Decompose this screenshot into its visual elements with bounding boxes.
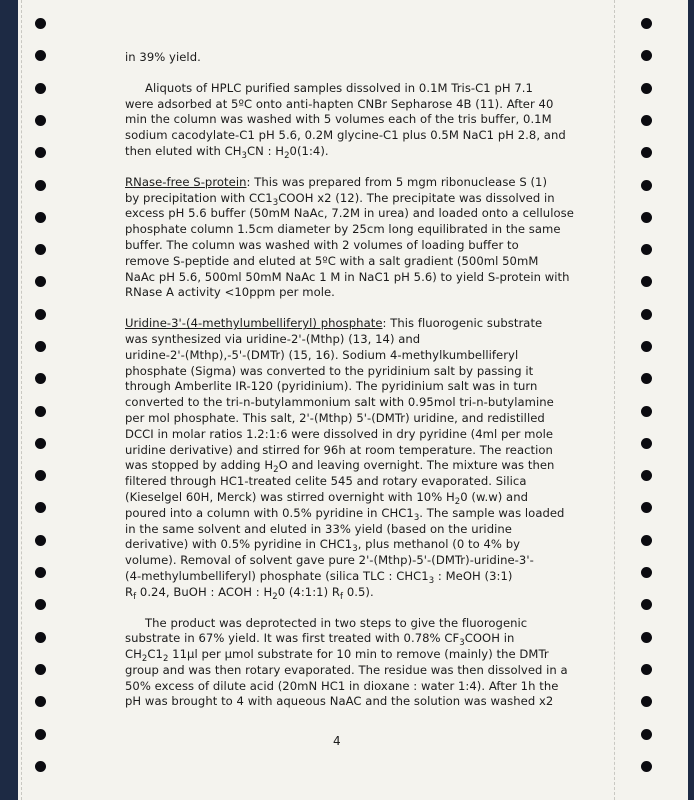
left-feed-hole [35, 115, 46, 126]
right-feed-hole [641, 83, 652, 94]
left-feed-hole [35, 309, 46, 320]
right-feed-hole [641, 696, 652, 707]
left-feed-hole [35, 761, 46, 772]
right-feed-hole [641, 309, 652, 320]
left-feed-hole [35, 83, 46, 94]
left-feed-hole [35, 341, 46, 352]
left-feed-hole [35, 438, 46, 449]
right-feed-hole [641, 212, 652, 223]
left-feed-hole [35, 632, 46, 643]
left-feed-hole [35, 470, 46, 481]
right-feed-hole [641, 664, 652, 675]
right-feed-hole [641, 406, 652, 417]
page-number: 4 [333, 734, 341, 748]
right-feed-hole [641, 50, 652, 61]
left-feed-hole [35, 729, 46, 740]
left-feed-hole [35, 244, 46, 255]
left-feed-hole [35, 18, 46, 29]
right-feed-hole [641, 276, 652, 287]
right-feed-hole [641, 761, 652, 772]
right-feed-hole [641, 502, 652, 513]
right-feed-hole [641, 341, 652, 352]
right-feed-hole [641, 438, 652, 449]
left-perforation-line [21, 0, 22, 800]
right-feed-hole [641, 18, 652, 29]
right-feed-hole [641, 535, 652, 546]
left-feed-hole [35, 664, 46, 675]
right-feed-hole [641, 599, 652, 610]
left-feed-hole [35, 373, 46, 384]
right-feed-hole [641, 180, 652, 191]
left-feed-hole [35, 599, 46, 610]
paragraph-2: Aliquots of HPLC purified samples dissolved in 0.1M Tris-C1 pH 7.1 were adsorbed at 5ºC onto anti-hapten CNBr Sepharose 4B (11). After 40 min the column was washed with 5 volumes each of the tris buffer, 0.1M sodium cacodylate-C1 pH 5.6, 0.2M glycine-C1 plus 0.5M NaC1 pH 2.8, and then eluted with $CH_3CN$ : $H_20(1:4)$. [125, 80, 566, 161]
right-feed-hole [641, 567, 652, 578]
right-feed-hole [641, 147, 652, 158]
left-feed-hole [35, 406, 46, 417]
right-feed-hole [641, 470, 652, 481]
left-feed-hole [35, 50, 46, 61]
left-feed-hole [35, 212, 46, 223]
right-feed-hole [641, 115, 652, 126]
left-feed-hole [35, 502, 46, 513]
left-feed-hole [35, 147, 46, 158]
right-feed-hole [641, 729, 652, 740]
left-feed-hole [35, 696, 46, 707]
paragraph-uridine-phosphate: Uridine-3'-(4-methylumbelliferyl) phosphate: This fluorogenic substrate was synthesized via uridine-2'-(Mthp) (13, 14) and uridine-2'-(Mthp),-5'-(DMTr) (15, 16). Sodium 4-methylkumbelliferyl phosphate (Sigma) was converted to the pyridinium salt by passing it through Amberlite IR-120 (pyridinium). The pyridinium salt was in turn converted to the tri-n-butylammonium salt with 0.95mol tri-n-butylamine per mol phosphate. This salt, 2'-(Mthp) 5'-(DMTr) uridine, and redistilled DCCI in molar ratios 1.2:1:6 were dissolved in dry pyridine (4ml per mole uridine derivative) and stirred for 96h at room temperature. The reaction was stopped by adding $H_2O$ and leaving overnight. The mixture was then filtered through HC1-treated celite 545 and rotary evaporated. Silica (Kieselgel 60H, Merck) was stirred overnight with 10% $H_20$ (w.w) and poured into a column with 0.5% pyridine in $CHC1_3$. The sample was loaded in the same solvent and eluted in 33% yield (based on the uridine derivative) with 0.5% pyridine in $CHC1_3$, plus methanol (0 to 4% by volume). Removal of solvent gave pure 2'-(Mthp)-5'-(DMTr)-uridine-3'- (4-methylumbelliferyl) phosphate (silica TLC : $CHC1_3$ : MeOH (3:1) $R_f$ 0.24, BuOH : ACOH : $H_20$ (4:1:1) $R_f$ 0.5). [125, 316, 565, 602]
body-text [125, 50, 670, 725]
paragraph-1: in 39% yield. [125, 50, 201, 64]
section-heading-rnase: RNase-free S-protein [125, 174, 247, 189]
left-feed-hole [35, 180, 46, 191]
right-feed-hole [641, 244, 652, 255]
left-feed-hole [35, 535, 46, 546]
paragraph-rnase-s-protein: RNase-free S-protein: This was prepared from 5 mgm ribonuclease S (1) by precipitation with $CC1_3COOH$ x2 (12). The precipitate was dissolved in excess pH 5.6 buffer (50mM NaAc, 7.2M in urea) and loaded onto a cellulose phosphate column 1.5cm diameter by 25cm long equilibrated in the same buffer. The column was washed with 2 volumes of loading buffer to remove S-peptide and eluted at 5ºC with a salt gradient (500ml 50mM NaAc pH 5.6, 500ml 50mM NaAc 1 M in NaC1 pH 5.6) to yield S-protein with RNase A activity <10ppm per mole. [125, 174, 574, 300]
document-page [18, 0, 688, 800]
paragraph-deprotection: The product was deprotected in two steps to give the fluorogenic substrate in 67% yield. It was first treated with 0.78% $CF_3COOH$ in $CH_2C1_2$ 11µl per µmol substrate for 10 min to remove (mainly) the DMTr group and was then rotary evaporated. The residue was then dissolved in a 50% excess of dilute acid (20mN HC1 in dioxane : water 1:4). After 1h the pH was brought to 4 with aqueous NaAC and the solution was washed x2 [125, 615, 568, 709]
right-feed-hole [641, 373, 652, 384]
left-feed-hole [35, 567, 46, 578]
section-heading-uridine: Uridine-3'-(4-methylumbelliferyl) phosphate [125, 316, 383, 331]
right-feed-hole [641, 632, 652, 643]
left-feed-hole [35, 276, 46, 287]
